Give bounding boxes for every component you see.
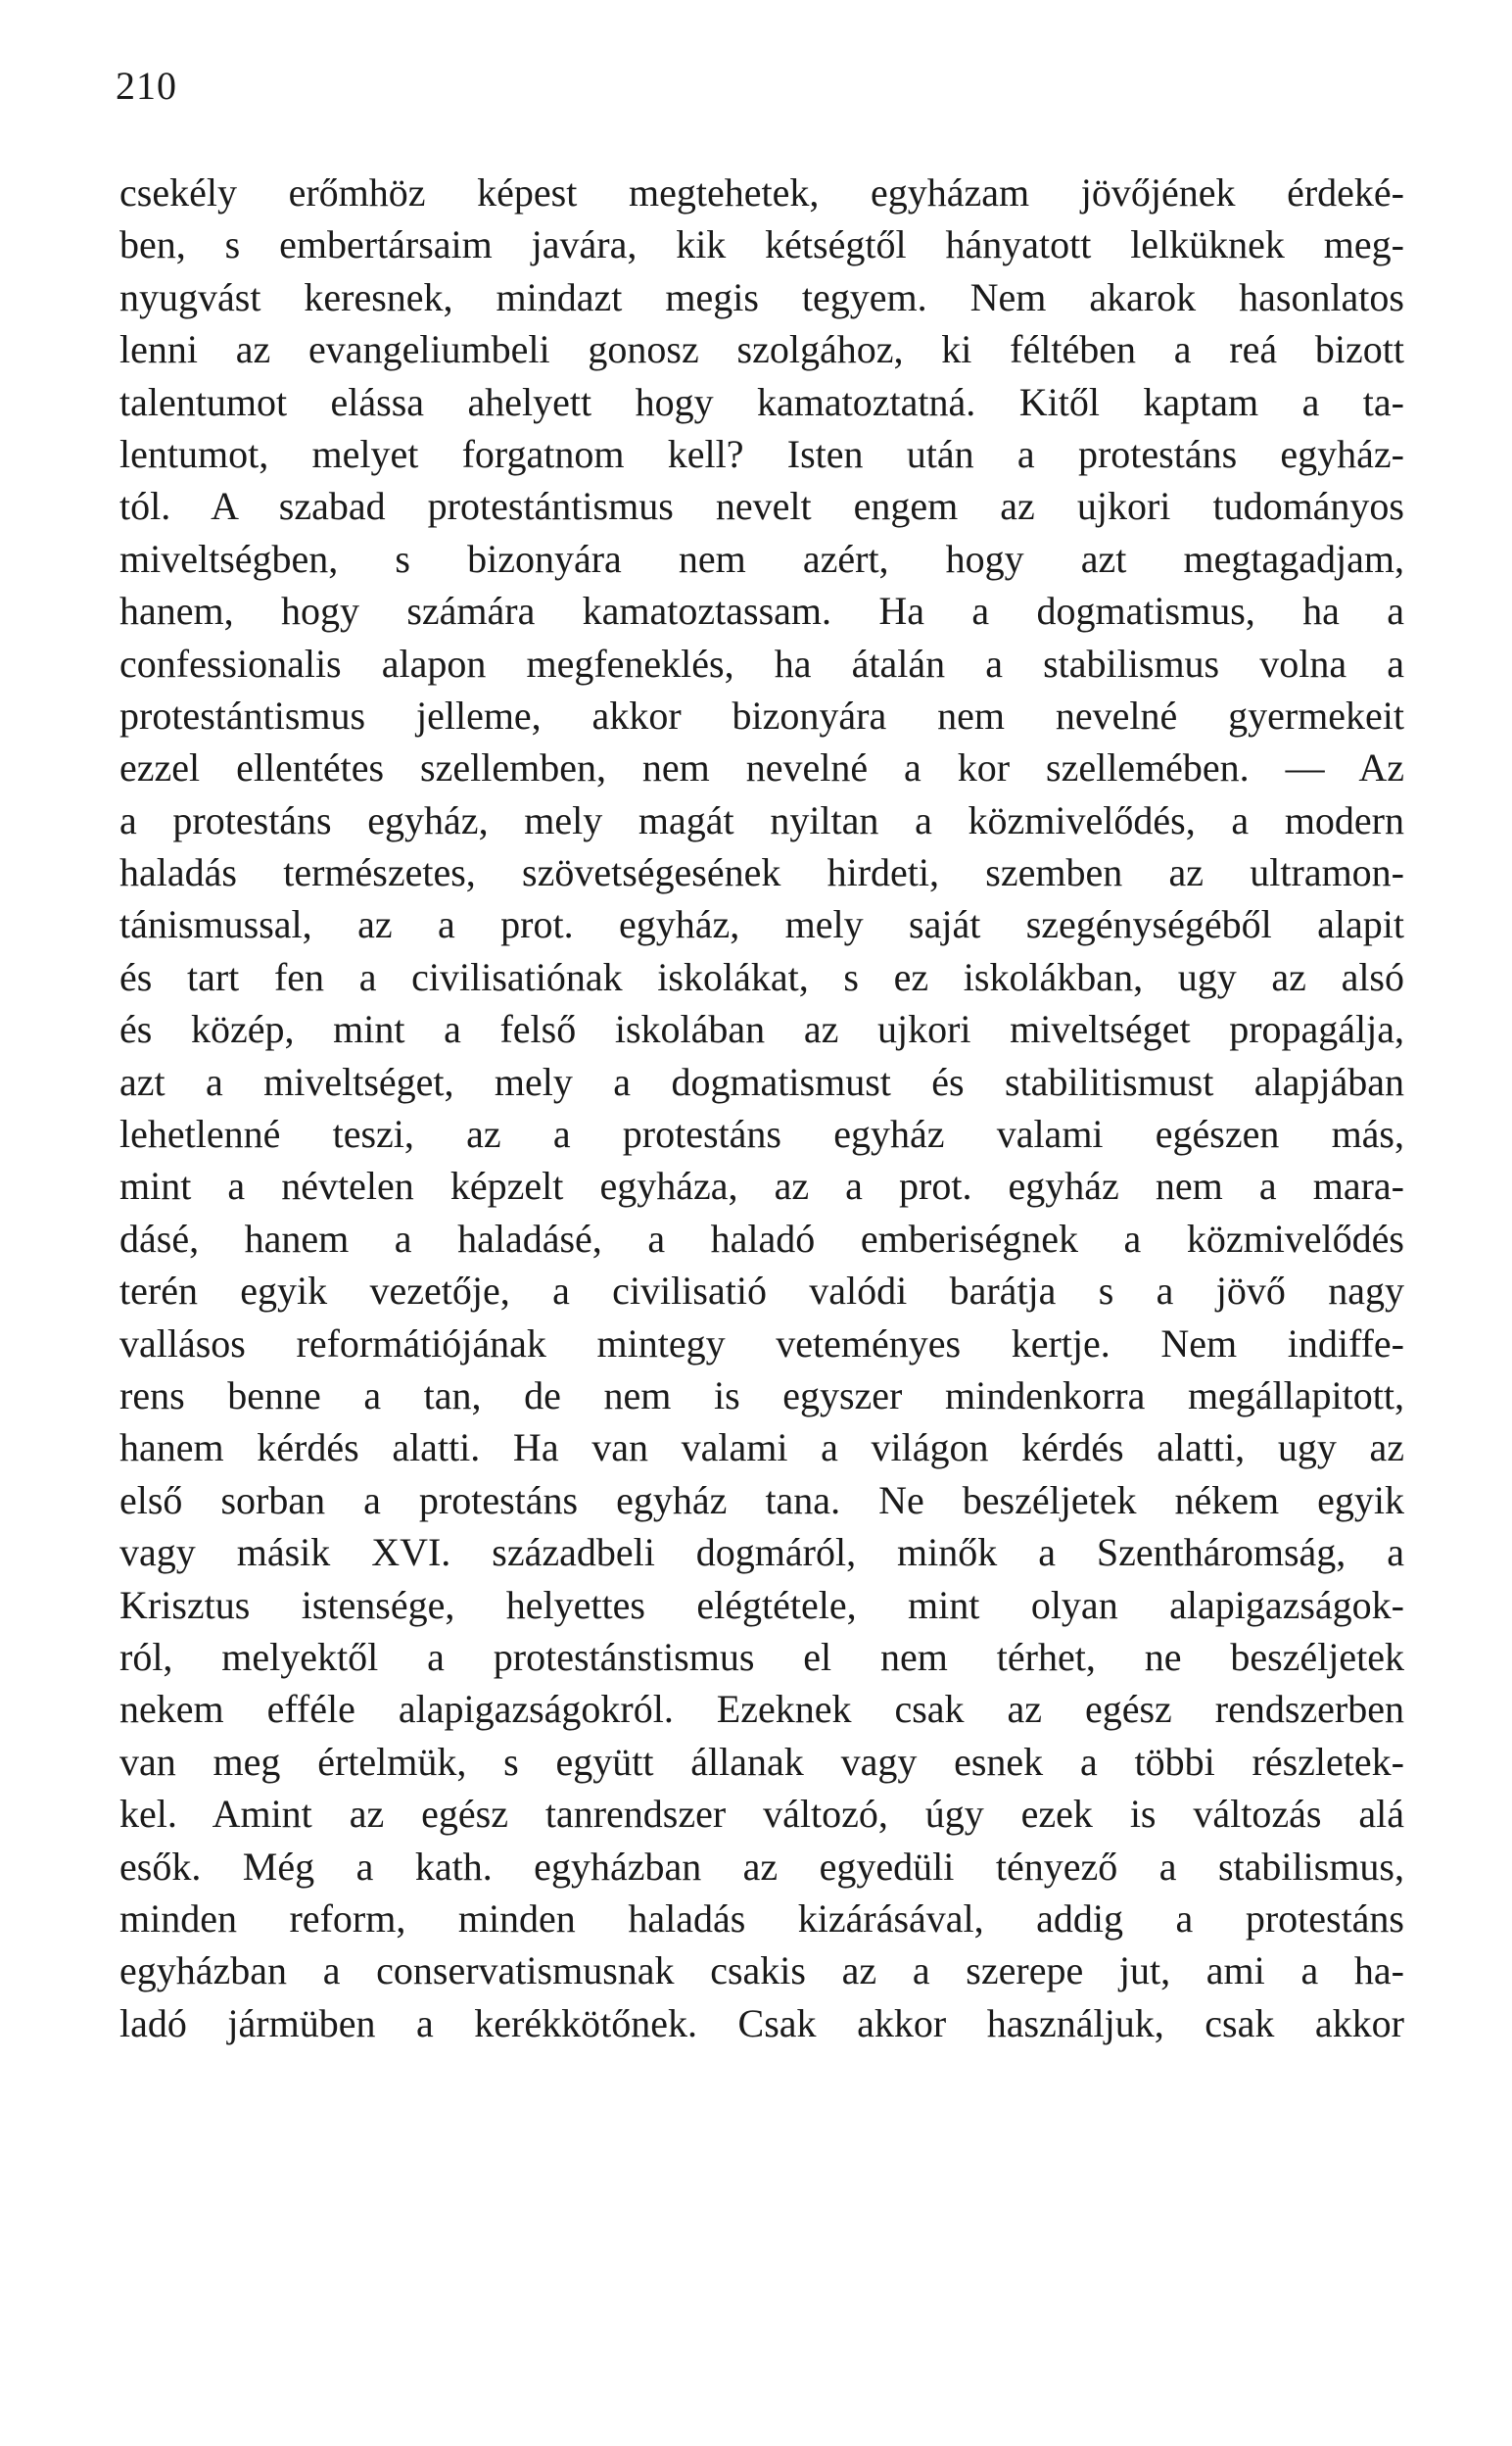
text-line: lehetlenné teszi, az a protestáns egyház valami egészen más,: [119, 1112, 1404, 1157]
text-line: minden reform, minden haladás kizárásával, addig a protestáns: [119, 1895, 1404, 1941]
text-line: miveltségben, s bizonyára nem azért, hogy azt megtagadjam,: [119, 536, 1404, 581]
text-line: Krisztus istensége, helyettes elégtétele, mint olyan alapigazságok-: [119, 1582, 1404, 1627]
text-line: tánismussal, az a prot. egyház, mely saját szegénységéből alapit: [119, 902, 1404, 947]
text-line: hanem, hogy számára kamatoztassam. Ha a dogmatismus, ha a: [119, 589, 1404, 634]
text-line: lentumot, melyet forgatnom kell? Isten után a protestáns egyház-: [119, 431, 1404, 476]
text-line: van meg értelmük, s együtt állanak vagy esnek a többi részletek-: [119, 1739, 1404, 1784]
text-line: ben, s embertársaim javára, kik kétségtől hányatott lelküknek meg-: [119, 222, 1404, 267]
text-line: vagy másik XVI. századbeli dogmáról, minők a Szentháromság, a: [119, 1530, 1404, 1575]
text-line: rens benne a tan, de nem is egyszer mindenkorra megállapitott,: [119, 1372, 1404, 1417]
text-line: dásé, hanem a haladásé, a haladó emberiségnek a közmivelődés: [119, 1216, 1404, 1261]
text-line: ladó jármüben a kerékkötőnek. Csak akkor használjuk, csak akkor: [119, 2000, 1404, 2045]
text-line: kel. Amint az egész tanrendszer változó, úgy ezek is változás alá: [119, 1792, 1404, 1837]
page-number: 210: [116, 64, 177, 108]
text-line: mint a névtelen képzelt egyháza, az a prot. egyház nem a mara-: [119, 1164, 1404, 1209]
text-line: lenni az evangeliumbeli gonosz szolgához, ki féltében a reá bizott: [119, 327, 1404, 372]
text-line: vallásos reformátiójának mintegy veteményes kertje. Nem indiffe-: [119, 1320, 1404, 1366]
text-line: haladás természetes, szövetségesének hirdeti, szemben az ultramon-: [119, 850, 1404, 895]
text-line: és közép, mint a felső iskolában az ujkori miveltséget propagálja,: [119, 1007, 1404, 1052]
text-line: nekem efféle alapigazságokról. Ezeknek csak az egész rendszerben: [119, 1687, 1404, 1732]
text-line: csekély erőmhöz képest megtehetek, egyházam jövőjének érdeké-: [119, 170, 1404, 215]
text-line: első sorban a protestáns egyház tana. Ne beszéljetek nékem egyik: [119, 1477, 1404, 1522]
body-text: [119, 167, 1404, 2049]
text-line: hanem kérdés alatti. Ha van valami a világon kérdés alatti, ugy az: [119, 1425, 1404, 1470]
text-line: ról, melyektől a protestánstismus el nem térhet, ne beszéljetek: [119, 1634, 1404, 1679]
text-line: és tart fen a civilisatiónak iskolákat, s ez iskolákban, ugy az alsó: [119, 954, 1404, 999]
text-line: ezzel ellentétes szellemben, nem nevelné a kor szellemében. — Az: [119, 745, 1404, 791]
text-line: protestántismus jelleme, akkor bizonyára nem nevelné gyermekeit: [119, 693, 1404, 738]
text-line: talentumot elássa ahelyett hogy kamatoztatná. Kitől kaptam a ta-: [119, 379, 1404, 424]
text-line: esők. Még a kath. egyházban az egyedüli tényező a stabilismus,: [119, 1844, 1404, 1889]
text-line: tól. A szabad protestántismus nevelt engem az ujkori tudományos: [119, 484, 1404, 529]
text-line: nyugvást keresnek, mindazt megis tegyem. Nem akarok hasonlatos: [119, 274, 1404, 319]
text-line: a protestáns egyház, mely magát nyiltan a közmivelődés, a modern: [119, 797, 1404, 842]
text-line: terén egyik vezetője, a civilisatió valódi barátja s a jövő nagy: [119, 1269, 1404, 1314]
text-line: egyházban a conservatismusnak csakis az a szerepe jut, ami a ha-: [119, 1948, 1404, 1993]
text-line: confessionalis alapon megfeneklés, ha átalán a stabilismus volna a: [119, 641, 1404, 686]
text-line: azt a miveltséget, mely a dogmatismust és stabilitismust alapjában: [119, 1059, 1404, 1104]
